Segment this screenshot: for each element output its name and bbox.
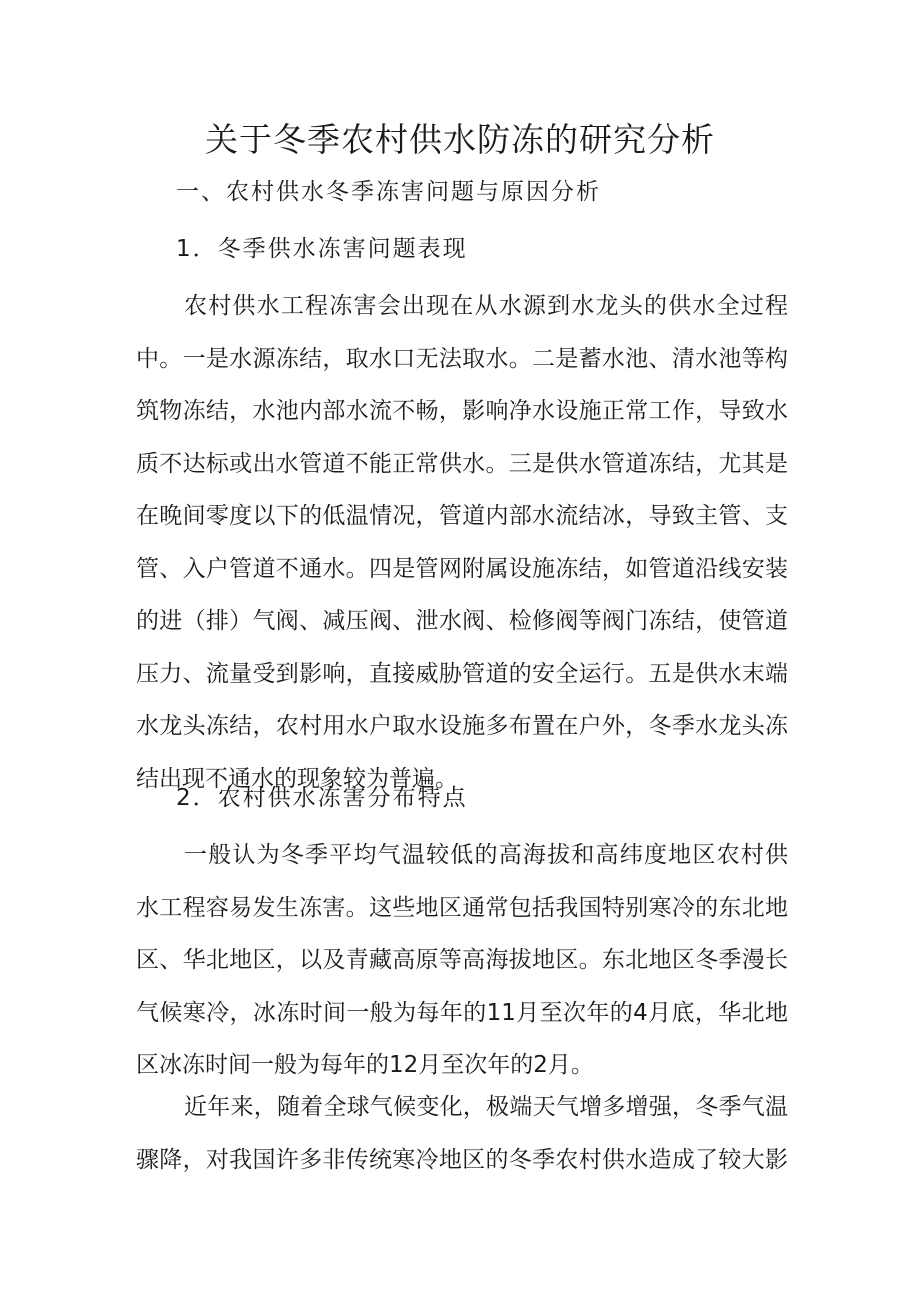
paragraph-line: 农村供水工程冻害会出现在从水源到水龙头的供水全过程 [184,293,788,319]
paragraph-line: 区、华北地区，以及青藏高原等高海拔地区。东北地区冬季漫长 [136,947,788,973]
subsection-heading-2: 2．农村供水冻害分布特点 [176,785,468,811]
paragraph-line: 水龙头冻结，农村用水户取水设施多布置在户外，冬季水龙头冻 [136,713,788,739]
paragraph-line: 一般认为冬季平均气温较低的高海拔和高纬度地区农村供 [184,842,788,868]
paragraph-line: 区冰冻时间一般为每年的12月至次年的2月。 [136,1052,594,1078]
paragraph-line: 近年来，随着全球气候变化，极端天气增多增强，冬季气温 [184,1094,788,1120]
subsection-heading-1: 1．冬季供水冻害问题表现 [176,236,468,262]
paragraph-line: 气候寒冷，冰冻时间一般为每年的11月至次年的4月底，华北地 [136,999,788,1026]
paragraph-line: 筑物冻结，水池内部水流不畅，影响净水设施正常工作，导致水 [136,398,788,424]
paragraph-line: 压力、流量受到影响，直接威胁管道的安全运行。五是供水末端 [136,660,788,687]
section-heading-1: 一、农村供水冬季冻害问题与原因分析 [176,179,601,205]
paragraph-1 [136,280,788,805]
paragraph-3 [136,1081,788,1186]
paragraph-line: 的进（排）气阀、减压阀、泄水阀、检修阀等阀门冻结，使管道 [136,608,788,634]
paragraph-line: 质不达标或出水管道不能正常供水。三是供水管道冻结，尤其是 [136,450,788,477]
paragraph-line: 结出现不通水的现象较为普遍。 [136,765,458,792]
document-title: 关于冬季农村供水防冻的研究分析 [205,120,715,159]
paragraph-line: 水工程容易发生冻害。这些地区通常包括我国特别寒冷的东北地 [136,894,788,921]
paragraph-line: 中。一是水源冻结，取水口无法取水。二是蓄水池、清水池等构 [136,345,788,372]
paragraph-line: 骤降，对我国许多非传统寒冷地区的冬季农村供水造成了较大影 [136,1146,788,1173]
paragraph-line: 在晚间零度以下的低温情况，管道内部水流结冰，导致主管、支 [136,503,788,529]
paragraph-2 [136,829,788,1092]
paragraph-line: 管、入户管道不通水。四是管网附属设施冻结，如管道沿线安装 [136,555,788,582]
